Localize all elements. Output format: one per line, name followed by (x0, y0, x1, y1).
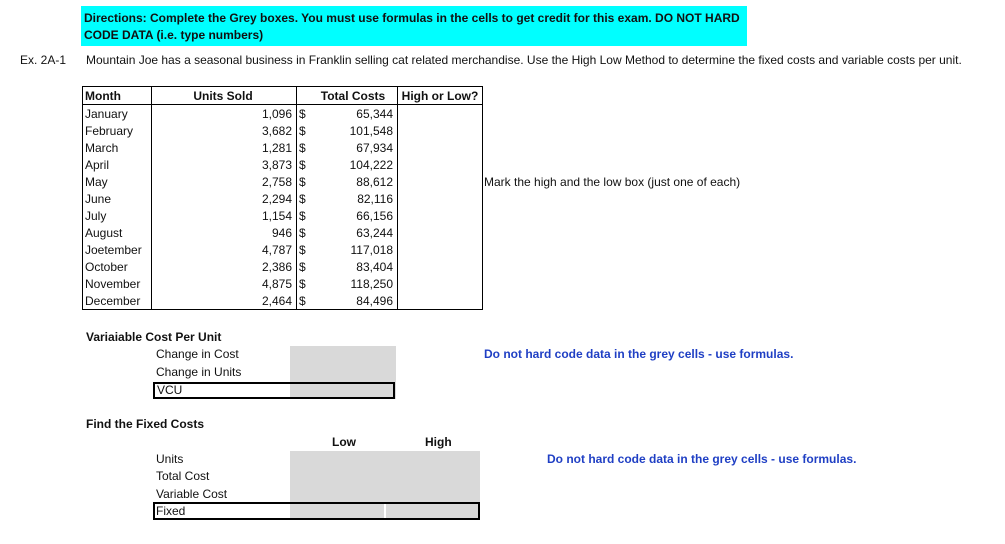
month-cell[interactable]: July (83, 207, 152, 224)
low-header: Low (332, 435, 356, 449)
low-variable-cost-cell[interactable] (290, 485, 384, 502)
units-cell[interactable]: 946 (152, 224, 297, 241)
table-row (83, 207, 483, 224)
fixed-answer-box (153, 502, 480, 520)
month-cell[interactable]: June (83, 190, 152, 207)
change-in-cost-cell[interactable] (290, 346, 396, 364)
currency-symbol: $ (299, 157, 306, 172)
units-cell[interactable]: 3,873 (152, 156, 297, 173)
units-cell[interactable]: 1,096 (152, 105, 297, 123)
total-cost-cell[interactable]: 104,222 (313, 156, 398, 173)
high-low-cell[interactable] (398, 241, 483, 258)
high-low-cell[interactable] (398, 173, 483, 190)
units-cell[interactable]: 2,386 (152, 258, 297, 275)
change-in-units-label: Change in Units (156, 365, 242, 379)
total-cost-cell[interactable]: 117,018 (313, 241, 398, 258)
high-low-cell[interactable] (398, 190, 483, 207)
table-row (83, 122, 483, 139)
low-total-cost-cell[interactable] (290, 468, 384, 485)
total-cost-cell[interactable]: 66,156 (313, 207, 398, 224)
month-cell[interactable]: March (83, 139, 152, 156)
units-cell[interactable]: 3,682 (152, 122, 297, 139)
units-cell[interactable]: 2,758 (152, 173, 297, 190)
total-cost-cell[interactable]: 88,612 (313, 173, 398, 190)
variable-cost-label: Variable Cost (156, 487, 228, 501)
sales-cost-table (82, 86, 483, 310)
high-low-cell[interactable] (398, 275, 483, 292)
currency-symbol: $ (297, 292, 314, 310)
table-row (83, 156, 483, 173)
high-low-cell[interactable] (398, 139, 483, 156)
mark-instruction: Mark the high and the low box (just one of each) (484, 175, 741, 189)
formula-note-fixed: Do not hard code data in the grey cells - use formulas. (547, 452, 857, 466)
header-high-low: High or Low? (398, 87, 483, 105)
month-cell[interactable]: December (83, 292, 152, 310)
change-in-units-cell[interactable] (290, 364, 396, 382)
units-cell[interactable]: 4,787 (152, 241, 297, 258)
total-cost-cell[interactable]: 67,934 (313, 139, 398, 156)
high-low-cell[interactable] (398, 224, 483, 241)
units-cell[interactable]: 2,464 (152, 292, 297, 310)
units-cell[interactable]: 1,154 (152, 207, 297, 224)
total-cost-cell[interactable]: 118,250 (313, 275, 398, 292)
units-cell[interactable]: 2,294 (152, 190, 297, 207)
currency-symbol: $ (299, 276, 306, 291)
high-variable-cost-cell[interactable] (386, 485, 480, 502)
total-cost-cell[interactable]: 65,344 (313, 105, 398, 123)
problem-statement: Mountain Joe has a seasonal business in Franklin selling cat related merchandise. Use the High Low Method to determine the fixed costs and variable costs per unit. (86, 53, 962, 67)
currency-symbol: $ (299, 191, 306, 206)
month-cell[interactable]: November (83, 275, 152, 292)
high-low-cell[interactable] (398, 156, 483, 173)
vcu-label: VCU (157, 383, 183, 397)
low-units-cell[interactable] (290, 451, 384, 468)
units-label: Units (156, 452, 184, 466)
units-cell[interactable]: 1,281 (152, 139, 297, 156)
currency-symbol: $ (299, 225, 306, 240)
change-in-cost-label: Change in Cost (156, 347, 239, 361)
formula-note-vcu: Do not hard code data in the grey cells - use formulas. (484, 347, 794, 361)
currency-symbol: $ (299, 140, 306, 155)
table-row (83, 275, 483, 292)
table-row (83, 292, 483, 310)
month-cell[interactable]: February (83, 122, 152, 139)
high-low-cell[interactable] (398, 292, 483, 310)
month-cell[interactable]: April (83, 156, 152, 173)
vcu-section-title: Variaiable Cost Per Unit (86, 330, 222, 344)
high-total-cost-cell[interactable] (386, 468, 480, 485)
month-cell[interactable]: October (83, 258, 152, 275)
currency-symbol: $ (299, 242, 306, 257)
high-low-cell[interactable] (398, 105, 483, 123)
fixed-label: Fixed (156, 504, 186, 518)
fixed-section-title: Find the Fixed Costs (86, 417, 205, 431)
table-row (83, 190, 483, 207)
table-row (83, 105, 483, 123)
total-cost-cell[interactable]: 84,496 (313, 292, 398, 310)
high-low-cell[interactable] (398, 258, 483, 275)
header-dollar-spacer (297, 87, 314, 105)
exercise-label: Ex. 2A-1 (20, 53, 67, 67)
month-cell[interactable]: January (83, 105, 152, 123)
total-cost-cell[interactable]: 101,548 (313, 122, 398, 139)
high-units-cell[interactable] (386, 451, 480, 468)
total-cost-cell[interactable]: 83,404 (313, 258, 398, 275)
month-cell[interactable]: Joetember (83, 241, 152, 258)
table-row (83, 173, 483, 190)
currency-symbol: $ (299, 106, 306, 121)
header-cost: Total Costs (313, 87, 398, 105)
high-low-cell[interactable] (398, 122, 483, 139)
high-low-cell[interactable] (398, 207, 483, 224)
total-cost-cell[interactable]: 63,244 (313, 224, 398, 241)
header-month: Month (83, 87, 152, 105)
currency-symbol: $ (299, 123, 306, 138)
total-cost-cell[interactable]: 82,116 (313, 190, 398, 207)
currency-symbol: $ (299, 174, 306, 189)
vcu-answer-box (153, 382, 395, 399)
table-row (83, 139, 483, 156)
month-cell[interactable]: May (83, 173, 152, 190)
month-cell[interactable]: August (83, 224, 152, 241)
table-row (83, 224, 483, 241)
table-row (83, 241, 483, 258)
currency-symbol: $ (299, 208, 306, 223)
total-cost-label: Total Cost (156, 469, 210, 483)
units-cell[interactable]: 4,875 (152, 275, 297, 292)
currency-symbol: $ (299, 259, 306, 274)
directions-banner: Directions: Complete the Grey boxes. You must use formulas in the cells to get credit for this exam. DO NOT HARD CODE DATA (i.e. type numbers) (81, 6, 747, 46)
table-row (83, 258, 483, 275)
high-header: High (425, 435, 452, 449)
header-units: Units Sold (152, 87, 297, 105)
